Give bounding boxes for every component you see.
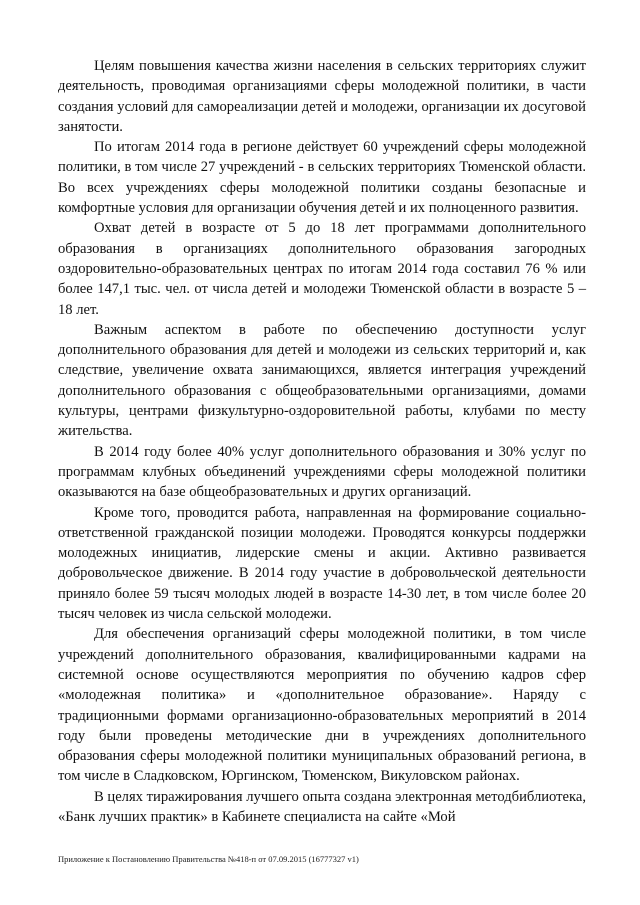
paragraph-1: Целям повышения качества жизни населения в сельских территориях служит деятельность, проводимая организациями сферы молодежной политики, в части создания условий для самореализации детей и молодежи, организации их досуговой занятости.	[58, 58, 586, 135]
paragraph-4: Важным аспектом в работе по обеспечению доступности услуг дополнительного образования для детей и молодежи из сельских территорий и, как следствие, увеличение охвата занимающихся, является интеграция учреждений дополнительного образования с общеобразовательными организациями, домами культуры, центрами физкультурно-оздоровительной работы, клубами по месту жительства.	[58, 321, 586, 440]
paragraph-7: Для обеспечения организаций сферы молодежной политики, в том числе учреждений дополнительного образования, квалифицированными кадрами на системной основе осуществляются мероприятия по обучению кадров сфер «молодежная политика» и «дополнительное образование». Наряду с традиционными формами организационно-образовательных мероприятий в 2014 году были проведены методические дни в учреждениях дополнительного образования сферы молодежной политики муниципальных образований региона, в том числе в Сладковском, Юргинском, Тюменском, Викуловском районах.	[58, 626, 586, 785]
paragraph-8: В целях тиражирования лучшего опыта создана электронная методбиблиотека, «Банк лучших практик» в Кабинете специалиста на сайте «Мой	[58, 788, 586, 825]
paragraph-2: По итогам 2014 года в регионе действует 60 учреждений сферы молодежной политики, в том числе 27 учреждений - в сельских территориях Тюменской области. Во всех учреждениях сферы молодежной политики созданы безопасные и комфортные условия для организации обучения детей и их полноценного развития.	[58, 139, 586, 217]
paragraph-5: В 2014 году более 40% услуг дополнительного образования и 30% услуг по программам клубных объединений учреждениями сферы молодежной политики оказываются на базе общеобразовательных и других организаций.	[58, 443, 586, 501]
paragraph-3: Охват детей в возрасте от 5 до 18 лет программами дополнительного образования в организациях дополнительного образования загородных оздоровительно-образовательных центрах по итогам 2014 года составил 76 % или более 147,1 тыс. чел. от числа детей и молодежи Тюменской области в возрасте 5 – 18 лет.	[58, 220, 586, 318]
page-footer: Приложение к Постановлению Правительства №418-п от 07.09.2015 (16777327 v1)	[58, 854, 359, 864]
document-body	[58, 56, 586, 827]
paragraph-6: Кроме того, проводится работа, направленная на формирование социально-ответственной гражданской позиции молодежи. Проводятся конкурсы поддержки молодежных инициатив, лидерские смены и акции. Активно развивается добровольческое движение. В 2014 году участие в добровольческой деятельности приняло более 59 тысяч молодых людей в возрасте 14-30 лет, в том числе более 20 тысяч человек из числа сельской молодежи.	[58, 504, 586, 623]
